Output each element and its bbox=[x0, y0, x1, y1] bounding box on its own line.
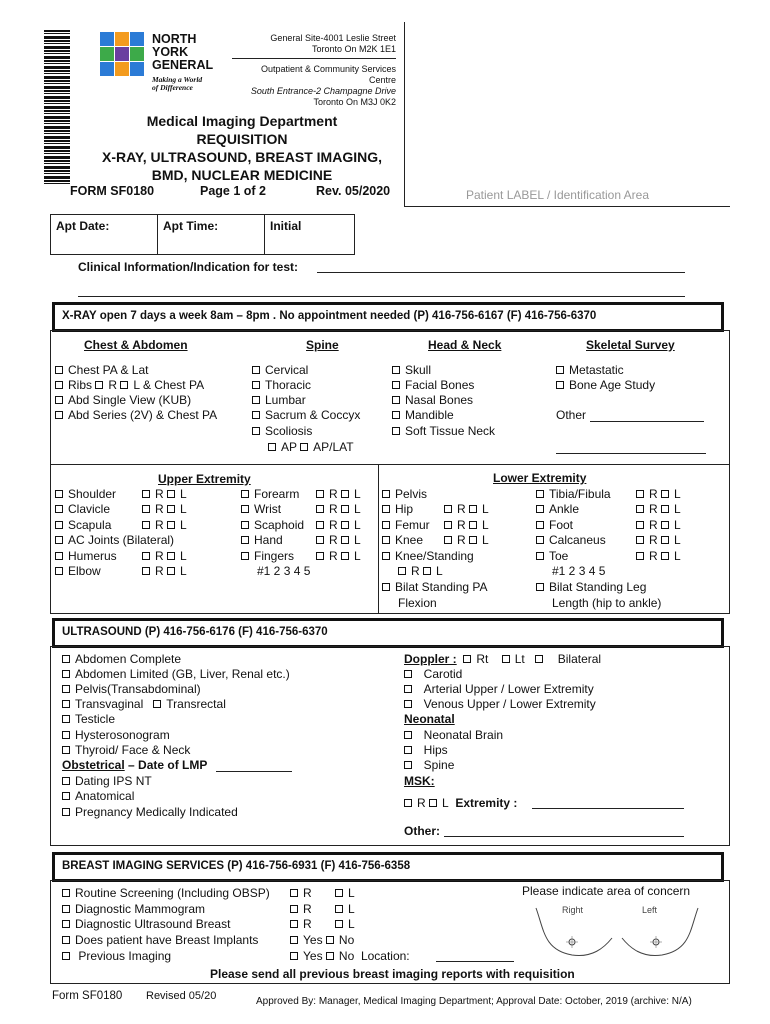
lower-b-rl-3[interactable]: R L bbox=[636, 533, 681, 547]
upper-extremity-heading: Upper Extremity bbox=[158, 472, 251, 486]
upper-a-option-3[interactable]: AC Joints (Bilateral) bbox=[55, 533, 174, 547]
upper-a-option-1[interactable]: Clavicle bbox=[55, 502, 110, 516]
xray-divider bbox=[50, 464, 730, 465]
lumbar-option[interactable]: Lumbar bbox=[252, 393, 306, 407]
upper-a-option-4[interactable]: Humerus bbox=[55, 549, 117, 563]
initial-field[interactable]: Initial bbox=[270, 219, 302, 233]
form-number: FORM SF0180 bbox=[70, 184, 155, 198]
thoracic-option[interactable]: Thoracic bbox=[252, 378, 311, 392]
clinical-info-input-2[interactable] bbox=[78, 296, 685, 297]
hips-option[interactable]: Hips bbox=[404, 743, 448, 757]
soft-tissue-neck-option[interactable]: Soft Tissue Neck bbox=[392, 424, 495, 438]
upper-b-rl-1[interactable]: R L bbox=[316, 502, 361, 516]
lower-b-option-1[interactable]: Ankle bbox=[536, 502, 579, 516]
lower-b-rl-4[interactable]: R L bbox=[636, 549, 681, 563]
upper-a-rl-2[interactable]: R L bbox=[142, 518, 187, 532]
sacrum-coccyx-option[interactable]: Sacrum & Coccyx bbox=[252, 408, 360, 422]
routine-screening-option[interactable]: Routine Screening (Including OBSP) bbox=[62, 886, 270, 900]
north-york-general-logo bbox=[100, 32, 144, 76]
header-divider bbox=[404, 22, 405, 206]
skeletal-other-field[interactable]: Other bbox=[556, 408, 587, 422]
diagnostic-ultrasound-option[interactable]: Diagnostic Ultrasound Breast bbox=[62, 917, 230, 931]
ultrasound-banner-text: ULTRASOUND (P) 416-756-6176 (F) 416-756-6370 bbox=[62, 626, 328, 638]
diagnostic-mammogram-rl[interactable]: R L bbox=[290, 902, 355, 916]
msk-heading: MSK: bbox=[404, 774, 435, 788]
apt-date-field[interactable]: Apt Date: bbox=[56, 219, 110, 233]
us-other-line[interactable] bbox=[444, 836, 684, 837]
abd-single-view-option[interactable]: Abd Single View (KUB) bbox=[55, 393, 191, 407]
site-outpatient: Outpatient & Community Services Centre South Entrance-2 Champagne Drive Toronto On M3J 0K2 bbox=[250, 64, 396, 107]
head-neck-heading: Head & Neck bbox=[428, 338, 502, 352]
abd-series-option[interactable]: Abd Series (2V) & Chest PA bbox=[55, 408, 217, 422]
scoliosis-views[interactable]: AP AP/LAT bbox=[268, 440, 354, 454]
upper-b-rl-2[interactable]: R L bbox=[316, 518, 361, 532]
lower-a-rl-3[interactable]: R L bbox=[444, 533, 489, 547]
scoliosis-option[interactable]: Scoliosis bbox=[252, 424, 312, 438]
diagnostic-ultrasound-rl[interactable]: R L bbox=[290, 917, 355, 931]
breast-implants-yes-no[interactable]: Yes No bbox=[290, 933, 354, 947]
metastatic-option[interactable]: Metastatic bbox=[556, 363, 624, 377]
spine-option[interactable]: Spine bbox=[404, 758, 454, 772]
hysterosonogram-option[interactable]: Hysterosonogram bbox=[62, 728, 170, 742]
left-label: Left bbox=[642, 905, 658, 915]
upper-a-rl-5[interactable]: R L bbox=[142, 564, 187, 578]
apt-time-field[interactable]: Apt Time: bbox=[163, 219, 219, 233]
knee-standing-rl[interactable]: R L bbox=[398, 564, 443, 578]
thyroid-option[interactable]: Thyroid/ Face & Neck bbox=[62, 743, 190, 757]
arterial-option[interactable]: Arterial Upper / Lower Extremity bbox=[404, 682, 594, 696]
transvaginal-option[interactable]: Transvaginal Transrectal bbox=[62, 697, 226, 711]
neonatal-heading: Neonatal bbox=[404, 712, 455, 726]
breast-banner-text: BREAST IMAGING SERVICES (P) 416-756-6931 (F) 416-756-6358 bbox=[62, 860, 411, 872]
lower-b-rl-0[interactable]: R L bbox=[636, 487, 681, 501]
routine-screening-rl[interactable]: R L bbox=[290, 886, 355, 900]
bone-age-option[interactable]: Bone Age Study bbox=[556, 378, 655, 392]
pregnancy-indicated-option[interactable]: Pregnancy Medically Indicated bbox=[62, 805, 238, 819]
lower-a-rl-2[interactable]: R L bbox=[444, 518, 489, 532]
spine-heading: Spine bbox=[306, 338, 339, 352]
revision: Rev. 05/2020 bbox=[316, 184, 391, 198]
upper-b-rl-4[interactable]: R L bbox=[316, 549, 361, 563]
right-label: Right bbox=[562, 905, 584, 915]
lower-a-option-1[interactable]: Hip bbox=[382, 502, 413, 516]
lower-b-option-2[interactable]: Foot bbox=[536, 518, 573, 532]
lmp-line[interactable] bbox=[216, 771, 292, 772]
anatomical-option[interactable]: Anatomical bbox=[62, 789, 134, 803]
upper-a-option-0[interactable]: Shoulder bbox=[55, 487, 116, 501]
lower-b-option-3[interactable]: Calcaneus bbox=[536, 533, 606, 547]
page-number: Page 1 of 2 bbox=[200, 184, 266, 198]
venous-option[interactable]: Venous Upper / Lower Extremity bbox=[404, 697, 596, 711]
upper-b-rl-0[interactable]: R L bbox=[316, 487, 361, 501]
form-title: Medical Imaging Department REQUISITION X-RAY, ULTRASOUND, BREAST IMAGING, BMD, NUCLEAR MEDICINE bbox=[101, 113, 382, 183]
dating-option[interactable]: Dating IPS NT bbox=[62, 774, 152, 788]
bilat-standing-pa-option[interactable]: Bilat Standing PA bbox=[382, 580, 488, 594]
lower-a-option-3[interactable]: Knee bbox=[382, 533, 423, 547]
lower-b-option-4[interactable]: Toe bbox=[536, 549, 568, 563]
abdomen-complete-option[interactable]: Abdomen Complete bbox=[62, 652, 181, 666]
skull-option[interactable]: Skull bbox=[392, 363, 431, 377]
previous-imaging-yes-no[interactable]: Yes No Location: bbox=[290, 949, 410, 963]
site-general: General Site-4001 Leslie Street Toronto On M2K 1E1 bbox=[270, 33, 396, 54]
clinical-info-label: Clinical Information/Indication for test: bbox=[78, 260, 299, 274]
chest-pa-lat-option[interactable]: Chest PA & Lat bbox=[55, 363, 149, 377]
upper-b-option-3[interactable]: Hand bbox=[241, 533, 283, 547]
us-other-field[interactable]: Other: bbox=[404, 824, 440, 838]
lower-a-option-4[interactable]: Knee/Standing bbox=[382, 549, 474, 563]
breast-implants-question[interactable]: Does patient have Breast Implants bbox=[62, 933, 258, 947]
doppler-options[interactable]: Doppler : Rt Lt Bilateral bbox=[404, 652, 602, 666]
lower-a-option-0[interactable]: Pelvis bbox=[382, 487, 427, 501]
upper-b-rl-3[interactable]: R L bbox=[316, 533, 361, 547]
cervical-option[interactable]: Cervical bbox=[252, 363, 308, 377]
upper-b-option-4[interactable]: Fingers bbox=[241, 549, 294, 563]
send-reports-note: Please send all previous breast imaging reports with requisition bbox=[210, 967, 575, 981]
lower-a-option-2[interactable]: Femur bbox=[382, 518, 430, 532]
toe-numbers[interactable]: #1 2 3 4 5 bbox=[552, 564, 606, 578]
chest-abdomen-heading: Chest & Abdomen bbox=[84, 338, 188, 352]
lower-b-rl-2[interactable]: R L bbox=[636, 518, 681, 532]
upper-a-rl-1[interactable]: R L bbox=[142, 502, 187, 516]
abdomen-limited-option[interactable]: Abdomen Limited (GB, Liver, Renal etc.) bbox=[62, 667, 290, 681]
label-area-bottom bbox=[404, 206, 730, 207]
clinical-info-input[interactable] bbox=[317, 272, 685, 273]
upper-b-option-0[interactable]: Forearm bbox=[241, 487, 299, 501]
neonatal-brain-option[interactable]: Neonatal Brain bbox=[404, 728, 503, 742]
skeletal-other-line[interactable] bbox=[590, 421, 704, 422]
org-name: NORTH YORK GENERAL bbox=[152, 32, 214, 72]
lower-extremity-heading: Lower Extremity bbox=[493, 471, 587, 485]
lower-b-rl-1[interactable]: R L bbox=[636, 502, 681, 516]
patient-label-area: Patient LABEL / Identification Area bbox=[466, 188, 650, 202]
ribs-option[interactable]: Ribs R L & Chest PA bbox=[55, 378, 204, 392]
footer-form-number: Form SF0180 bbox=[52, 990, 123, 1002]
breast-diagram[interactable] bbox=[532, 900, 702, 962]
lower-b-option-0[interactable]: Tibia/Fibula bbox=[536, 487, 611, 501]
skeletal-survey-heading: Skeletal Survey bbox=[586, 338, 675, 352]
location-line[interactable] bbox=[436, 961, 514, 962]
upper-b-option-2[interactable]: Scaphoid bbox=[241, 518, 304, 532]
facial-bones-option[interactable]: Facial Bones bbox=[392, 378, 474, 392]
fingers-numbers[interactable]: #1 2 3 4 5 bbox=[257, 564, 311, 578]
footer-revised: Revised 05/20 bbox=[146, 990, 217, 1002]
upper-a-rl-4[interactable]: R L bbox=[142, 549, 187, 563]
xray-banner-text: X-RAY open 7 days a week 8am – 8pm . No appointment needed (P) 416-756-6167 (F) 416-756-6370 bbox=[62, 310, 597, 322]
bilat-standing-leg-option[interactable]: Bilat Standing Leg bbox=[536, 580, 646, 594]
diagnostic-mammogram-option[interactable]: Diagnostic Mammogram bbox=[62, 902, 205, 916]
footer-approval: Approved By: Manager, Medical Imaging Department; Approval Date: October, 2019 (archive: N/A) bbox=[256, 996, 692, 1007]
pelvis-option[interactable]: Pelvis(Transabdominal) bbox=[62, 682, 201, 696]
org-tagline: Making a World of Difference bbox=[152, 75, 203, 92]
lower-a-rl-1[interactable]: R L bbox=[444, 502, 489, 516]
obstetrical-lmp-field[interactable]: Obstetrical – Date of LMP bbox=[62, 758, 208, 772]
bilat-standing-pa-flexion: Flexion bbox=[398, 596, 437, 610]
upper-a-rl-0[interactable]: R L bbox=[142, 487, 187, 501]
msk-extremity-field[interactable]: R L Extremity : bbox=[404, 796, 517, 810]
divider bbox=[232, 58, 396, 59]
area-of-concern-label: Please indicate area of concern bbox=[522, 884, 691, 898]
upper-b-option-1[interactable]: Wrist bbox=[241, 502, 281, 516]
upper-a-option-2[interactable]: Scapula bbox=[55, 518, 111, 532]
carotid-option[interactable]: Carotid bbox=[404, 667, 462, 681]
bilat-standing-leg-length: Length (hip to ankle) bbox=[552, 596, 662, 610]
testicle-option[interactable]: Testicle bbox=[62, 712, 115, 726]
skeletal-other-line-2[interactable] bbox=[556, 453, 706, 454]
msk-extremity-line[interactable] bbox=[532, 808, 684, 809]
mandible-option[interactable]: Mandible bbox=[392, 408, 454, 422]
nasal-bones-option[interactable]: Nasal Bones bbox=[392, 393, 473, 407]
upper-a-option-5[interactable]: Elbow bbox=[55, 564, 101, 578]
previous-imaging-option[interactable]: Previous Imaging bbox=[62, 949, 171, 963]
